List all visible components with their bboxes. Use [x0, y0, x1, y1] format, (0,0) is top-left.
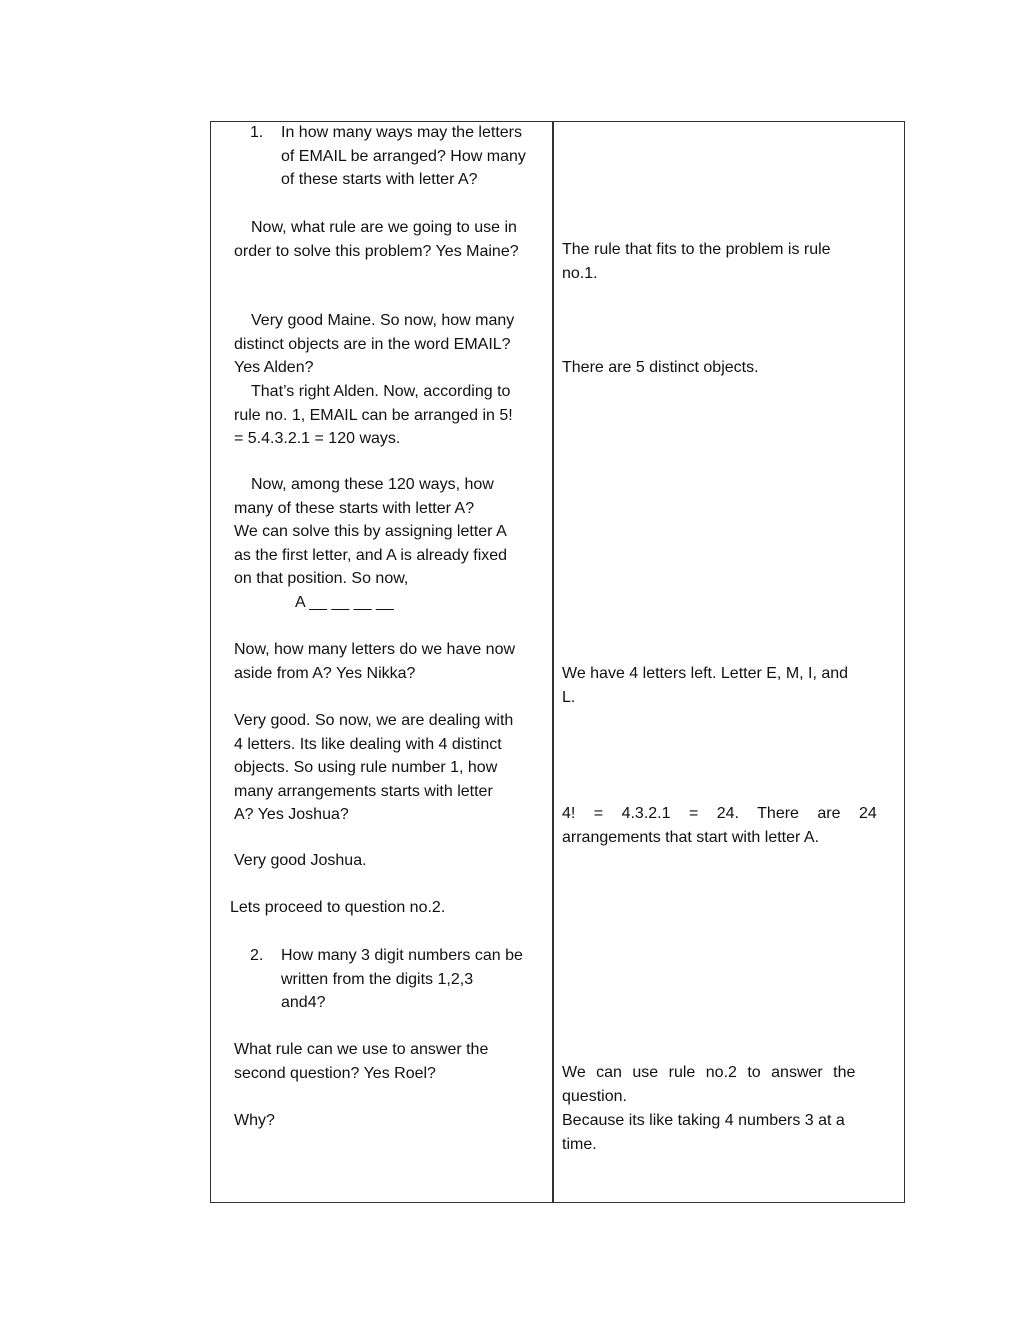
answer-distinct: There are 5 distinct objects. — [562, 359, 759, 376]
paragraph-how-many: Now, how many letters do we have now aside from A? Yes Nikka? — [234, 641, 516, 682]
answer-factorial: 4! = 4.3.2.1 = 24. There are 24 arrangements that start with letter A. — [562, 805, 877, 846]
answer-letters-left: We have 4 letters left. Letter E, M, I, and L. — [562, 665, 849, 706]
paragraph-among: Now, among these 120 ways, how many of these starts with letter A? We can solve this by assigning letter A as the first letter, and A is already fixed on that position. So now, — [234, 476, 508, 587]
paragraph-alden: That’s right Alden. Now, according to rule no. 1, EMAIL can be arranged in 5! = 5.4.3.2.1 = 120 ways. — [234, 383, 513, 447]
paragraph-proceed: Lets proceed to question no.2. — [230, 899, 446, 916]
paragraph-very-good: Very good. So now, we are dealing with 4 letters. Its like dealing with 4 distinct objects. So using rule number 1, how many arrangements starts with letter A? Yes Joshua? — [234, 712, 514, 823]
question-1: In how many ways may the letters of EMAIL be arranged? How many of these starts with letter A? — [281, 124, 526, 188]
paragraph-what-rule: What rule can we use to answer the second question? Yes Roel? — [234, 1041, 489, 1082]
paragraph-rule-question: Now, what rule are we going to use in order to solve this problem? Yes Maine? — [234, 219, 519, 260]
question-2: How many 3 digit numbers can be written from the digits 1,2,3 and4? — [281, 947, 523, 1011]
paragraph-joshua: Very good Joshua. — [234, 852, 367, 869]
letter-blanks: A __ __ __ __ — [295, 594, 394, 611]
answer-rule: The rule that fits to the problem is rule no.1. — [562, 241, 831, 282]
answer-rule-2: We can use rule no.2 to answer the question. — [562, 1064, 856, 1105]
paragraph-why: Why? — [234, 1112, 275, 1129]
q1-number: 1. — [250, 124, 264, 141]
paragraph-maine: Very good Maine. So now, how many distinct objects are in the word EMAIL? Yes Alden? — [234, 312, 515, 376]
q2-number: 2. — [250, 947, 264, 964]
answer-because: Because its like taking 4 numbers 3 at a time. — [562, 1112, 845, 1153]
column-divider — [552, 122, 554, 1202]
